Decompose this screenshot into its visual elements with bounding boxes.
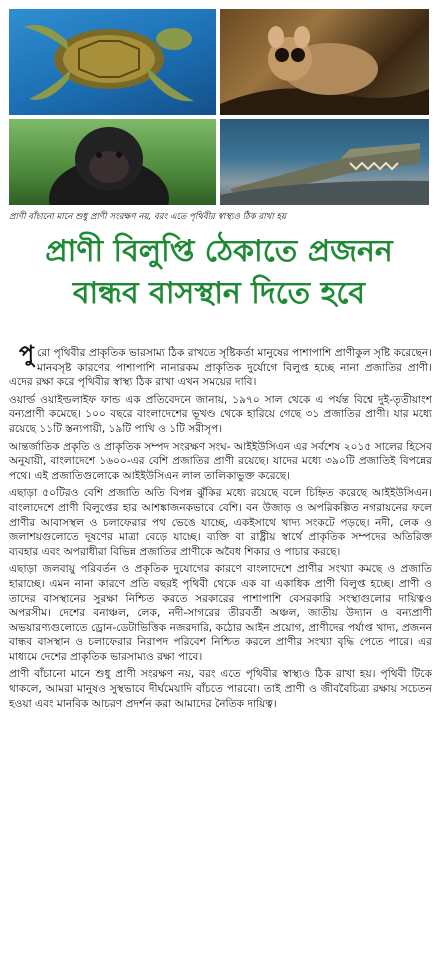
paragraph-3: আন্তর্জাতিক প্রকৃতি ও প্রাকৃতিক সম্পদ সংরক্ষণ সংঘ- আইইউসিএন এর সর্বশেষ ২০১৫ সালের হিসেব অনুযায়ী, বাংলাদেশে ১৬০০-এর বেশি প্রজাতির প্রাণী রয়েছে। যাদের মধ্যে ৩৯০টি প্রজাতিই বিপন্নের পথে। এই প্রজাতিগুলোকে আইইউসিএন লাল তালিকাভুক্ত করেছে। bbox=[9, 440, 432, 482]
photo-collage bbox=[9, 9, 429, 205]
crocodile-photo bbox=[220, 119, 429, 205]
paragraph-1-text: রো পৃথিবীর প্রাকৃতিক ভারসাম্য ঠিক রাখতে সৃষ্টিকর্তা মানুষের পাশাপাশি প্রাণীকুল সৃষ্টি করেছেন। মানবসৃষ্ট কারণের পাশাপাশি নানারকম প্রাকৃতিক দুর্যোগে বিলুপ্ত হচ্ছে নানা প্রজাতির প্রাণী। এদের রক্ষা করে পৃথিবীর স্বাস্থ্য ঠিক রাখা এখন সময়ের দাবি। bbox=[9, 347, 432, 389]
sea-turtle-photo bbox=[9, 9, 216, 115]
crocodile-illustration bbox=[220, 119, 429, 205]
gorilla-photo bbox=[9, 119, 216, 205]
paragraph-6: প্রাণী বাঁচানো মানে শুধু প্রাণী সংরক্ষণ নয়, বরং এতে পৃথিবীর স্বাস্থ্যও ঠিক রাখা হয়। পৃথিবী টিকে থাকলে, আমরা মানুষও সুস্থভাবে দীর্ঘমেয়াদি বাঁচতে পারবো। তাই প্রাণী ও জীববৈচিত্র্য রক্ষায় সচেতন হওয়া এবং মানবিক আচরণ প্রদর্শন করা আমাদের নৈতিক দায়িত্ব। bbox=[9, 668, 432, 710]
article-body bbox=[9, 342, 432, 714]
paragraph-1 bbox=[9, 342, 432, 390]
photo-caption: প্রাণী বাঁচানো মানে শুধু প্রাণী সংরক্ষণ নয়, বরং এতে পৃথিবীর স্বাস্থ্যও ঠিক রাখা হয় bbox=[9, 212, 287, 222]
sea-turtle-illustration bbox=[9, 9, 216, 115]
headline-line-1: প্রাণী বিলুপ্তি ঠেকাতে প্রজনন bbox=[45, 234, 393, 269]
paragraph-5: এছাড়া জলবায়ু পরিবর্তন ও প্রকৃতিক দুযোগের কারণে বাংলাদেশে প্রাণীর সংখ্যা কমছে ও প্রজাতি হারাচ্ছে। এমন নানা কারণে প্রতি বছরই পৃথিবী থেকে এক বা একাধিক প্রাণী বিলুপ্ত হচ্ছে। প্রাণী ও তাদের বাসস্থানের সুরক্ষা নিশ্চিত করতে সরকারের পাশাপাশি বেসরকারি সংস্থাগুলোর দায়িত্বও অপরসীম। দেশের বনাঞ্চল, লেক, নদী-সাগরের তীরবর্তী অঞ্চল, জাতীয় উদ্যান ও বন্যপ্রাণী অভয়ারণ্যগুলোতে ড্রোন-ডেটাভিত্তিক নজরদারি, কঠোর আইন প্রয়োগ, প্রাণীদের পর্যাপ্ত খাদ্য, প্রজনন বান্ধব বাসস্থান ও চলাফেরার নিরাপদ পরিবেশ নিশ্চিত করলে প্রাণীর সংখ্যা বৃদ্ধি পেতে পারে। এর মাধ্যমে দেশের প্রাকৃতিক ভারসাম্যও রক্ষা পাবে। bbox=[9, 563, 432, 663]
headline-line-2: বান্ধব বাসস্থান দিতে হবে bbox=[72, 276, 366, 311]
mouse-lemur-photo bbox=[220, 9, 429, 115]
paragraph-2: ওয়ার্ল্ড ওয়াইল্ডলাইফ ফান্ড এক প্রতিবেদনে জানায়, ১৯৭০ সাল থেকে এ পর্যন্ত বিশ্বে দুই-তৃতীয়াংশ বন্যপ্রাণী কমেছে। ১০০ বছরে বাংলাদেশের ভূখণ্ড থেকে হারিয়ে গেছে ৩১ প্রজাতির প্রাণী। যার মধ্যে রয়েছে ১১টি স্তন্যপায়ী, ১৯টি পাখি ও ১টি সরীসৃপ। bbox=[9, 393, 432, 435]
paragraph-4: এছাড়া ৫০টিরও বেশি প্রজাতি অতি বিপন্ন ঝুঁকির মধ্যে রয়েছে বলে চিহ্নিত করেছে আইইউসিএন। বাংলাদেশে প্রাণী বিলুপ্তের হার আশঙ্কাজনকভাবে বেশি। বন উজাড় ও অপরিকল্পিত নগরায়নের ফলে প্রাণীর আবাসস্থল ও চলাফেরার পথ ভেঙে যাচ্ছে, একইসাথে খাদ্য সংকটে পড়ছে। নদী, লেক ও জলাশয়গুলোতে দূষণের মাত্রা বেড়ে যাচ্ছে। ব্যক্তি বা রাষ্ট্রীয় স্বার্থে প্রাকৃতিক সম্পদের অতিরিক্ত ব্যবহার এবং অপরাধীরা বিভিন্ন প্রজাতির প্রাণীকে অবৈধ শিকার ও পাচার করছে। bbox=[9, 487, 432, 558]
gorilla-illustration bbox=[9, 119, 216, 205]
drop-cap: পু bbox=[19, 342, 34, 367]
mouse-lemur-illustration bbox=[220, 9, 429, 115]
headline bbox=[6, 231, 432, 315]
